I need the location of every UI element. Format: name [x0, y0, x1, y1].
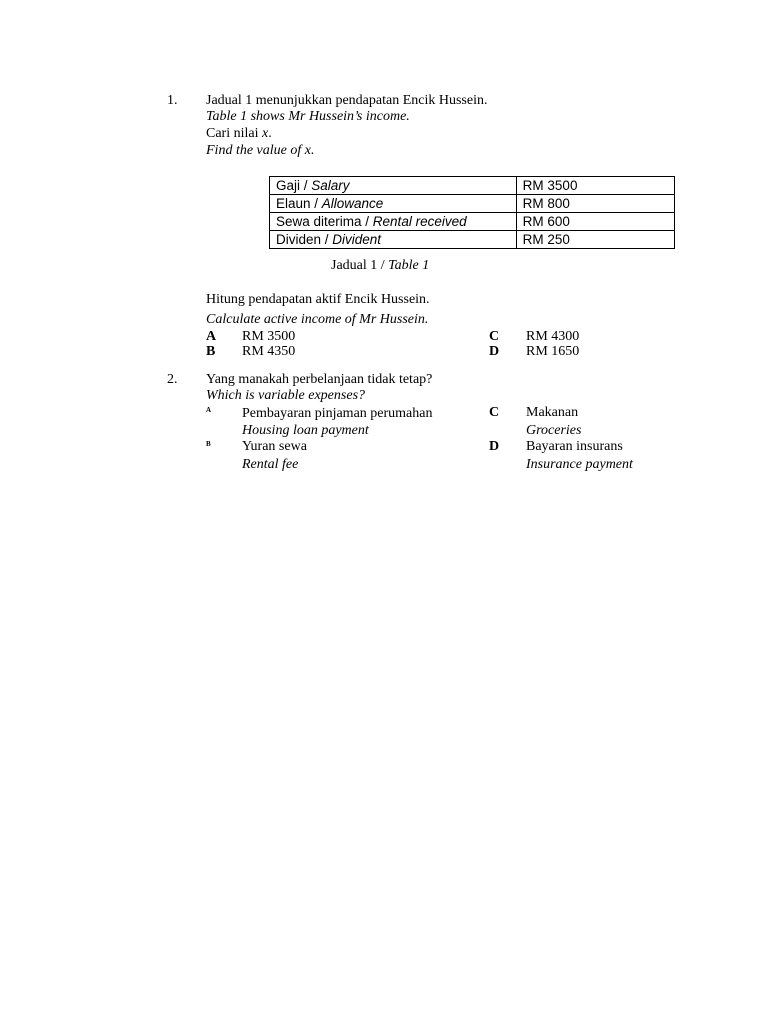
option-d-letter: D	[489, 439, 500, 454]
table-cell-label: Dividen / Divident	[270, 231, 517, 249]
option-c-letter: C	[489, 329, 500, 344]
table-row	[270, 231, 675, 249]
option-a-text-en: Housing loan payment	[242, 423, 369, 438]
option-c-text-en: Groceries	[526, 423, 582, 438]
question-1-number: 1.	[167, 93, 178, 108]
question-1-sub-ms: Hitung pendapatan aktif Encik Hussein.	[206, 292, 430, 307]
option-a-text-ms[interactable]: Pembayaran pinjaman perumahan	[242, 406, 433, 421]
option-d-text-ms[interactable]: Bayaran insurans	[526, 439, 623, 454]
option-c-text-ms[interactable]: Makanan	[526, 405, 579, 420]
option-a-text[interactable]: RM 3500	[242, 329, 296, 344]
option-b-text-ms[interactable]: Yuran sewa	[242, 439, 307, 454]
table-row	[270, 213, 675, 231]
option-b-letter: B	[206, 344, 216, 359]
income-table	[269, 176, 675, 249]
question-2-text-ms: Yang manakah perbelanjaan tidak tetap?	[206, 372, 433, 387]
table-cell-value: RM 800	[516, 195, 674, 213]
question-1-sub-en: Calculate active income of Mr Hussein.	[206, 312, 429, 327]
table-cell-value: RM 3500	[516, 177, 674, 195]
table-cell-value: RM 600	[516, 213, 674, 231]
option-d-text-en: Insurance payment	[526, 457, 633, 472]
option-a-letter: A	[206, 329, 217, 344]
table-row	[270, 177, 675, 195]
table-cell-label: Elaun / Allowance	[270, 195, 517, 213]
table-cell-value: RM 250	[516, 231, 674, 249]
question-1-find-ms: Cari nilai x.	[206, 126, 272, 141]
option-b-text-en: Rental fee	[242, 457, 299, 472]
table-cell-label: Gaji / Salary	[270, 177, 517, 195]
question-1-text-en: Table 1 shows Mr Hussein’s income.	[206, 109, 410, 124]
option-c-letter: C	[489, 405, 500, 420]
question-2-text-en: Which is variable expenses?	[206, 388, 366, 403]
table-row	[270, 195, 675, 213]
table-caption: Jadual 1 / Table 1	[331, 258, 430, 273]
option-b-text[interactable]: RM 4350	[242, 344, 296, 359]
question-1-text-ms: Jadual 1 menunjukkan pendapatan Encik Hussein.	[206, 93, 488, 108]
option-c-text[interactable]: RM 4300	[526, 329, 580, 344]
table-cell-label: Sewa diterima / Rental received	[270, 213, 517, 231]
question-2-number: 2.	[167, 372, 178, 387]
question-1-find-en: Find the value of x.	[206, 143, 315, 158]
option-b-letter: B	[206, 440, 211, 448]
option-d-text[interactable]: RM 1650	[526, 344, 580, 359]
option-d-letter: D	[489, 344, 500, 359]
option-a-letter: A	[206, 406, 212, 414]
